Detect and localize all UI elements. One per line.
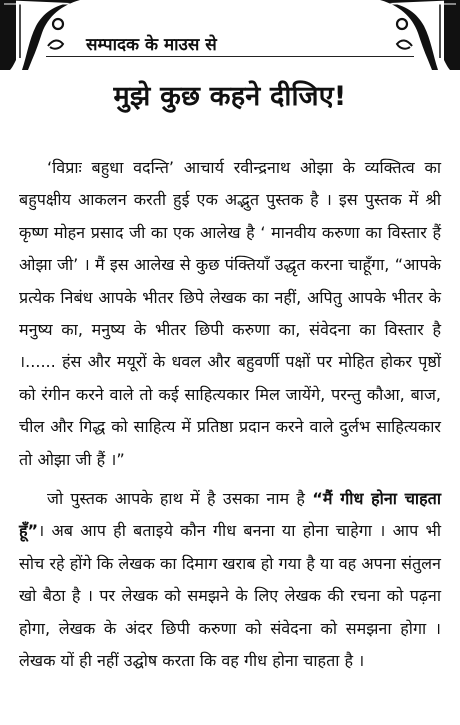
paragraph-2-lead: जो पुस्तक आपके हाथ में है उसका नाम है (47, 489, 313, 509)
section-header (0, 26, 460, 56)
section-title: सम्पादक के माउस से (86, 35, 217, 55)
page-title: मुझे कुछ कहने दीजिए! (113, 81, 347, 112)
paragraph-1: ‘विप्राः बहुधा वदन्ति’ आचार्य रवीन्द्रनाथ ओझा के व्यक्तित्व का बहुपक्षीय आकलन करती हुई एक अद्भुत पुस्तक है । इस पुस्तक में श्री कृष्ण मोहन प्रसाद जी का एक आलेख है ‘ मानवीय करुणा का विस्तार हैं ओझा जी’ । मैं इस आलेख से कुछ पंक्तियाँ उद्धृत करना चाहूँगा, “आपके प्रत्येक निबंध आपके भीतर छिपे लेखक का नहीं, अपितु आपके भीतर के मनुष्य का, मनुष्य के भीतर छिपी करुणा का, संवेदना का विस्तार है ।...... हंस और मयूरों के धवल और बहुवर्णी पक्षों पर मोहित होकर पृष्ठों को रंगीन करने वाले तो कई साहित्यकार मिल जायेंगे, परन्तु कौआ, बाज, चील और गिद्ध को साहित्य में प्रतिष्ठा प्रदान करने वाले दुर्लभ साहित्यकार तो ओझा जी हैं ।” (19, 158, 441, 469)
header-divider (46, 56, 414, 57)
paragraph-2 (19, 483, 441, 677)
article-body (19, 152, 441, 678)
paragraph-2-rest: । अब आप ही बताइये कौन गीध बनना या होना चाहेगा । आप भी सोच रहे होंगे कि लेखक का दिमाग खराब हो गया है या वह अपना संतुलन खो बैठा है । पर लेखक को समझने के लिए लेखक की रचना को पढ़ना होगा, लेखक के अंदर छिपी करुणा को संवेदना को समझना होगा । लेखक यों ही नहीं उद्घोष करता कि वह गीध होना चाहता है । (19, 521, 441, 671)
book-title: “मैं गीध होना चाहता हूँ” (19, 489, 441, 541)
